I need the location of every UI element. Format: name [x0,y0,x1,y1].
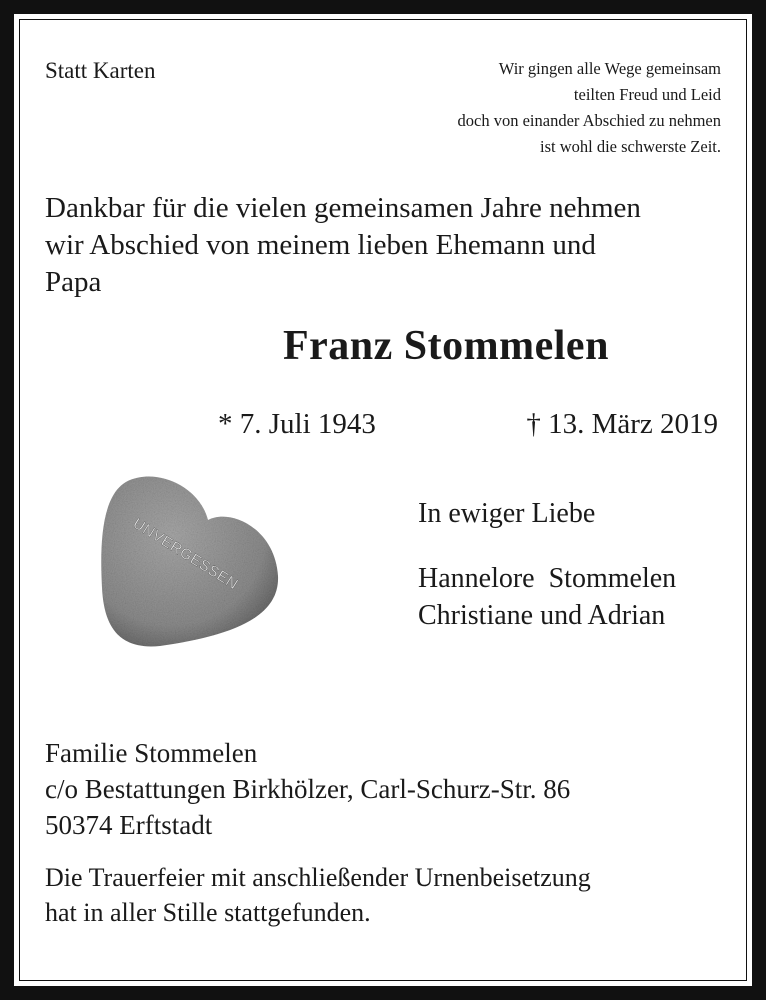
intro-line: wir Abschied von meinem lieben Ehemann und [45,229,596,261]
poem-line: doch von einander Abschied zu nehmen [457,111,721,130]
statt-karten-label: Statt Karten [45,58,156,83]
heart-engraving: UNVERGESSEN [129,514,242,594]
address-line: c/o Bestattungen Birkhölzer, Carl-Schurz-Str. 86 [45,774,571,804]
note-line: hat in aller Stille stattgefunden. [45,898,371,927]
birth-date: * 7. Juli 1943 [218,408,376,440]
intro-text [45,190,735,301]
ceremony-note [45,860,591,930]
address-line: 50374 Erftstadt [45,810,213,840]
mourners-heading: In ewiger Liebe [418,498,596,529]
deceased-name: Franz Stommelen [283,323,609,369]
mourners-names [418,560,676,634]
intro-line: Papa [45,266,102,298]
contact-address [45,735,570,843]
death-date: † 13. März 2019 [526,408,718,440]
intro-line: Dankbar für die vielen gemeinsamen Jahre nehmen [45,192,641,224]
address-line: Familie Stommelen [45,738,258,768]
mourner-line: Christiane und Adrian [418,600,666,631]
poem-line: ist wohl die schwerste Zeit. [539,137,721,156]
note-line: Die Trauerfeier mit anschließender Urnenbeisetzung [45,863,591,892]
poem-line: Wir gingen alle Wege gemeinsam [498,59,721,78]
mourner-line: Hannelore Stommelen [418,563,677,594]
heart-stone-image [90,468,290,658]
poem-line: teilten Freud und Leid [573,85,721,104]
poem [458,56,721,160]
